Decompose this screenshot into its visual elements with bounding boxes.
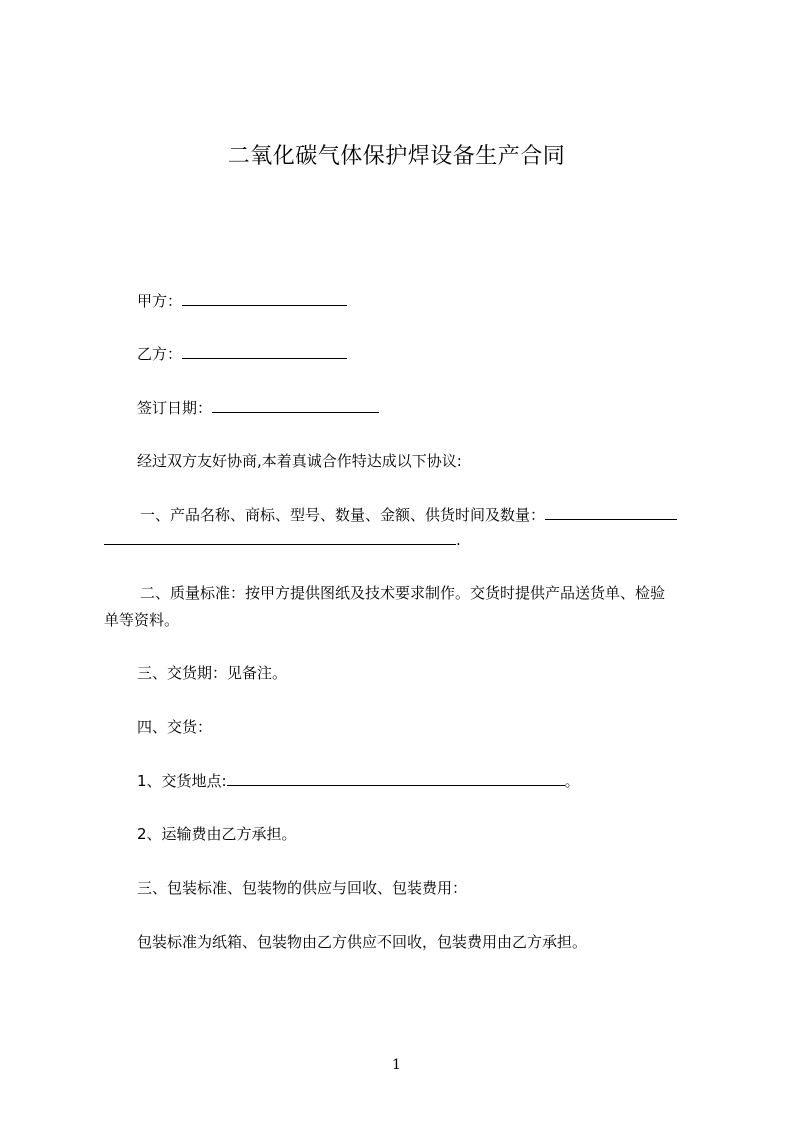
clause1-blank-1 [545, 505, 677, 520]
party-a-blank [182, 291, 347, 306]
clause1-blank-2 [104, 530, 456, 545]
intro-text: 经过双方友好协商,本着真诚合作特达成以下协议: [137, 452, 462, 470]
party-b-blank [182, 344, 347, 359]
packaging-heading: 三、包装标准、包装物的供应与回收、包装费用： [137, 879, 468, 897]
clause1-line [140, 505, 677, 525]
delivery-place-label: 1、交货地点: [137, 772, 227, 790]
sign-date-label: 签订日期： [137, 399, 213, 417]
clause3-text: 三、交货期：见备注。 [137, 664, 288, 682]
delivery-place-line [137, 771, 580, 791]
packaging-text: 包装标准为纸箱、包装物由乙方供应不回收，包装费用由乙方承担。 [137, 933, 588, 951]
party-a-label: 甲方： [137, 292, 183, 310]
party-b-label: 乙方： [137, 345, 183, 363]
page-number: 1 [392, 1057, 401, 1073]
sign-date-line [137, 398, 379, 418]
sign-date-blank [212, 398, 379, 413]
clause1-continuation [104, 530, 461, 550]
party-b-line [137, 344, 347, 364]
clause2-line-2: 单等资料。 [104, 611, 180, 629]
clause4-heading: 四、交货： [137, 718, 213, 736]
party-a-line [137, 291, 347, 311]
document-title: 二氧化碳气体保护焊设备生产合同 [227, 144, 566, 169]
shipping-cost-text: 2、运输费由乙方承担。 [137, 825, 297, 843]
delivery-place-blank [227, 771, 565, 786]
clause1-label: 一、产品名称、商标、型号、数量、金额、供货时间及数量： [140, 506, 546, 524]
clause2-line-1: 二、质量标准：按甲方提供图纸及技术要求制作。交货时提供产品送货单、检验 [140, 584, 666, 602]
delivery-place-end: 。 [564, 772, 580, 790]
clause1-end: . [456, 531, 461, 549]
